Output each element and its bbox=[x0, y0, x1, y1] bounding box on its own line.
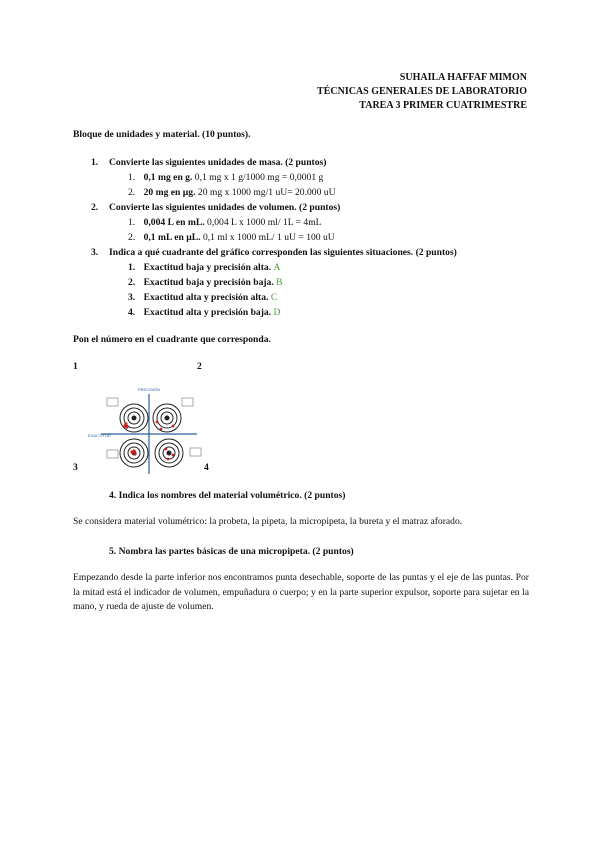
q3-text: Indica a qué cuadrante del gráfico corresponden las siguientes situaciones. (2 puntos) bbox=[109, 247, 457, 258]
q1-item-2-num: 2. bbox=[128, 187, 136, 198]
q3-item-4-num: 4. bbox=[128, 307, 136, 318]
q3-item-4 bbox=[128, 307, 280, 318]
q3-item-1-answer: A bbox=[273, 262, 281, 273]
q2-text: Convierte las siguientes unidades de volumen. (2 puntos) bbox=[109, 202, 341, 213]
q3-item-3-text: Exactitud alta y precisión alta. bbox=[143, 292, 269, 303]
course-title: TÉCNICAS GENERALES DE LABORATORIO bbox=[317, 86, 527, 97]
q1-item-1 bbox=[128, 172, 323, 183]
quadrant-label-4: 4 bbox=[204, 462, 209, 473]
answer-box-1 bbox=[107, 398, 118, 406]
quadrant-label-2: 2 bbox=[197, 361, 202, 372]
q1-item-2-text: 20 mg x 1000 mg/1 uU= 20.000 uU bbox=[195, 187, 336, 198]
q3-item-1 bbox=[128, 262, 280, 273]
q2-item-2-num: 2. bbox=[128, 232, 136, 243]
q3-item-4-text: Exactitud alta y precisión baja. bbox=[143, 307, 272, 318]
q3-item-3-answer: C bbox=[270, 292, 278, 303]
quadrant-instruction: Pon el número en el cuadrante que corresponda. bbox=[73, 334, 271, 345]
q3-item-2-text: Exactitud baja y precisión baja. bbox=[143, 277, 274, 288]
axis-label-exactitud: EXACTITUD bbox=[88, 433, 111, 438]
q2-item-2-text: 0,1 ml x 1000 mL/ 1 uU = 100 uU bbox=[200, 232, 335, 243]
precision-accuracy-figure bbox=[85, 382, 207, 478]
q2-item-1-bold: 0,004 L en mL. bbox=[143, 217, 205, 228]
q3-item-2 bbox=[128, 277, 283, 288]
quadrant-label-3: 3 bbox=[73, 462, 78, 473]
answer-box-2 bbox=[182, 398, 193, 406]
q1-number: 1. bbox=[91, 157, 99, 168]
q2-item-1-text: 0,004 L x 1000 ml/ 1L = 4mL bbox=[204, 217, 322, 228]
axis-label-precision: PRECISIÓN bbox=[137, 387, 161, 392]
q3-item-2-answer: B bbox=[276, 277, 283, 288]
q3-item-3-num: 3. bbox=[128, 292, 136, 303]
q1-item-2-bold: 20 mg en µg. bbox=[143, 187, 196, 198]
q2-number: 2. bbox=[91, 202, 99, 213]
q3-item-1-num: 1. bbox=[128, 262, 136, 273]
q5-title: 5. Nombra las partes básicas de una micropipeta. (2 puntos) bbox=[109, 546, 354, 557]
q2-item-2-bold: 0,1 mL en µL. bbox=[143, 232, 201, 243]
q1-item-1-text: 0,1 mg x 1 g/1000 mg = 0,0001 g bbox=[192, 172, 324, 183]
q3-number: 3. bbox=[91, 247, 99, 258]
q3-item-3 bbox=[128, 292, 277, 303]
task-title: TAREA 3 PRIMER CUATRIMESTRE bbox=[359, 100, 527, 111]
q1-item-1-num: 1. bbox=[128, 172, 136, 183]
q1-item-2 bbox=[128, 187, 336, 198]
q3-item-4-answer: D bbox=[273, 307, 281, 318]
author-name: SUHAILA HAFFAF MIMON bbox=[399, 72, 527, 83]
quadrant-label-1: 1 bbox=[73, 361, 78, 372]
answer-box-3 bbox=[107, 450, 118, 458]
section-title: Bloque de unidades y material. (10 puntos). bbox=[73, 129, 251, 140]
q5-answer: Empezando desde la parte inferior nos encontramos punta desechable, soporte de las puntas y el eje de las puntas. Por la mitad está el indicador de volumen, empuñadura o cuerpo; y en la parte superior expulsor, soporte para sujetar en la mano, y rueda de ajuste de volumen. bbox=[73, 572, 529, 612]
target-top-left bbox=[120, 404, 148, 432]
q1-text: Convierte las siguientes unidades de masa. (2 puntos) bbox=[109, 157, 327, 168]
q3-item-1-text: Exactitud baja y precisión alta. bbox=[143, 262, 272, 273]
q2-item-1-num: 1. bbox=[128, 217, 136, 228]
target-bottom-right bbox=[155, 439, 183, 467]
target-top-right bbox=[153, 404, 181, 432]
answer-box-4 bbox=[190, 448, 201, 456]
q1-item-1-bold: 0,1 mg en g. bbox=[143, 172, 193, 183]
q4-title: 4. Indica los nombres del material volumétrico. (2 puntos) bbox=[109, 490, 346, 501]
q3-item-2-num: 2. bbox=[128, 277, 136, 288]
q2-item-2 bbox=[128, 232, 335, 243]
q2-item-1 bbox=[128, 217, 322, 228]
q4-answer: Se considera material volumétrico: la probeta, la pipeta, la micropipeta, la bureta y el matraz aforado. bbox=[73, 516, 463, 527]
target-bottom-left bbox=[120, 439, 148, 467]
